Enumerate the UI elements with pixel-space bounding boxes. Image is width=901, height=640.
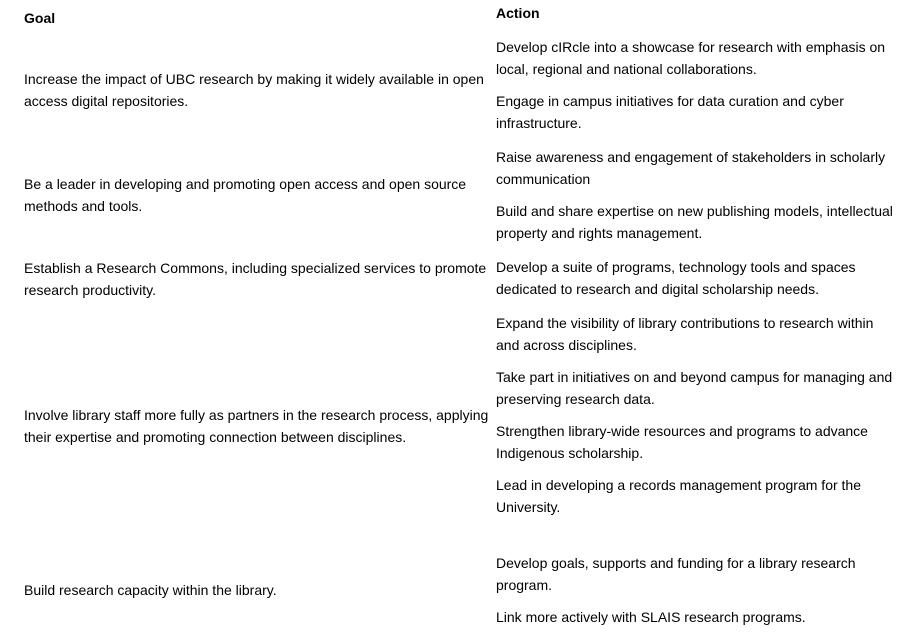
goal-cell: Establish a Research Commons, including specialized services to promote research productivity. (24, 260, 487, 298)
action-cell: Build and share expertise on new publishing models, intellectual property and rights management. (496, 203, 893, 241)
action-cell: Link more actively with SLAIS research programs. (496, 609, 806, 625)
action-cell: Raise awareness and engagement of stakeholders in scholarly communication (496, 149, 886, 187)
goal-cell: Involve library staff more fully as partners in the research process, applying their expertise and promoting connection between disciplines. (24, 407, 489, 445)
action-cell: Develop a suite of programs, technology tools and spaces dedicated to research and digital scholarship needs. (496, 259, 856, 297)
action-cell: Expand the visibility of library contributions to research within and across disciplines. (496, 315, 874, 353)
goal-column-header: Goal (24, 10, 56, 26)
action-cell: Lead in developing a records management program for the University. (496, 477, 861, 515)
action-cell: Take part in initiatives on and beyond campus for managing and preserving research data. (496, 369, 893, 407)
action-cell: Engage in campus initiatives for data curation and cyber infrastructure. (496, 93, 844, 131)
goal-cell: Build research capacity within the library. (24, 582, 277, 598)
action-cell: Develop cIRcle into a showcase for research with emphasis on local, regional and national collaborations. (496, 39, 886, 77)
action-cell: Strengthen library-wide resources and programs to advance Indigenous scholarship. (496, 423, 868, 461)
action-column-header: Action (496, 5, 540, 21)
goal-cell: Be a leader in developing and promoting open access and open source methods and tools. (24, 176, 467, 214)
action-cell: Develop goals, supports and funding for a library research program. (496, 555, 856, 593)
goal-cell: Increase the impact of UBC research by making it widely available in open access digital repositories. (24, 71, 484, 109)
